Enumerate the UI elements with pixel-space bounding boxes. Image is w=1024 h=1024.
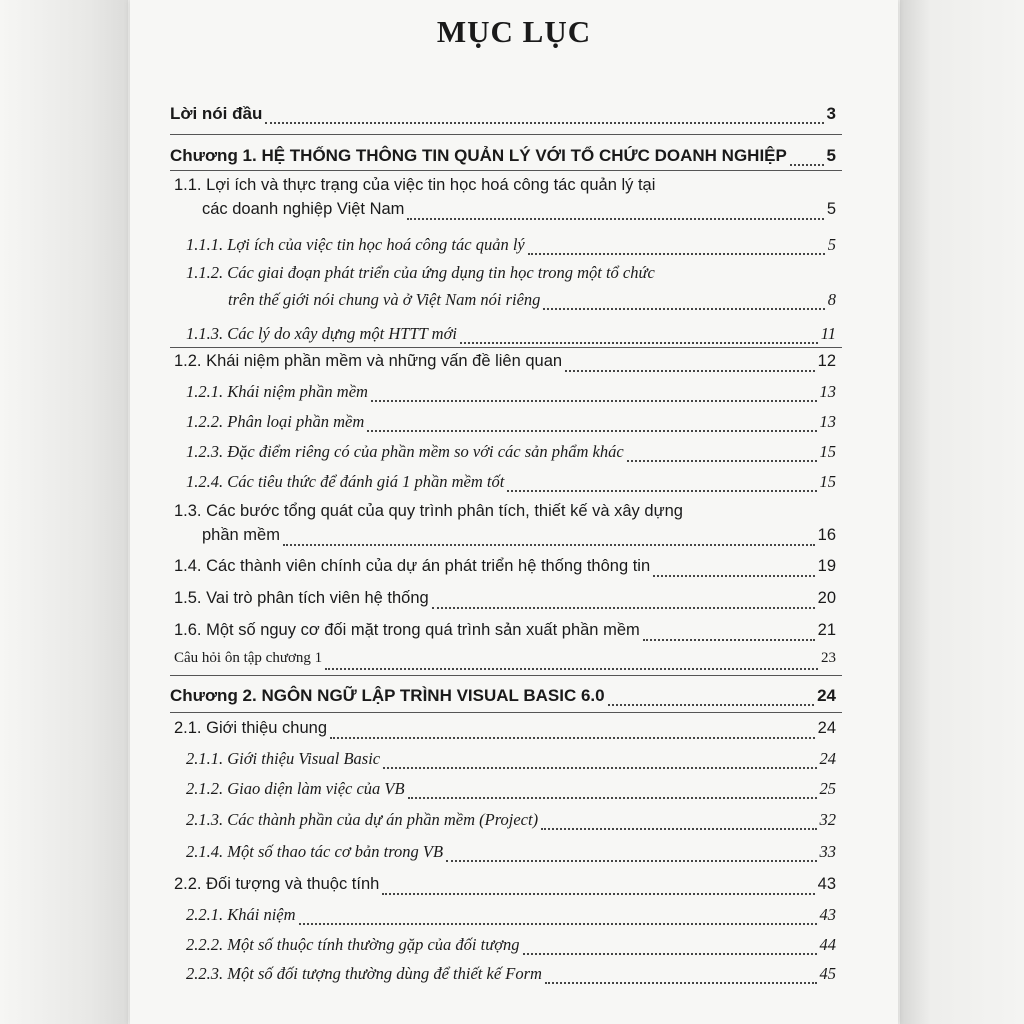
toc-entry[interactable] (130, 502, 898, 550)
toc-dot-leader (507, 490, 817, 492)
toc-separator-line (170, 170, 842, 171)
toc-entry[interactable] (130, 176, 898, 224)
toc-entry-page-number: 43 (815, 875, 836, 894)
toc-dot-leader (299, 923, 817, 925)
toc-entry-title: 1.2.3. Đặc điểm riêng có của phần mềm so với các sản phẩm khác (186, 442, 627, 462)
toc-entry-page-number: 24 (817, 749, 837, 769)
toc-entry-title: 1.1.1. Lợi ích của việc tin học hoá công tác quản lý (186, 235, 528, 255)
toc-dot-leader (528, 253, 825, 255)
toc-entry[interactable] (130, 442, 898, 466)
toc-dot-leader (541, 828, 817, 830)
toc-dot-leader (543, 308, 825, 310)
toc-entry-page-number: 19 (815, 557, 836, 576)
toc-entry-page-number: 24 (815, 719, 836, 738)
toc-dot-leader (325, 668, 818, 670)
toc-entry-page-number: 32 (817, 810, 837, 830)
toc-entry[interactable] (130, 650, 898, 674)
toc-entry[interactable] (130, 146, 898, 170)
toc-entry[interactable] (130, 842, 898, 866)
toc-separator-line (170, 675, 842, 676)
toc-entry-title: 1.2.4. Các tiêu thức để đánh giá 1 phần mềm tốt (186, 472, 507, 492)
toc-entry-page-number: 11 (818, 324, 836, 344)
toc-entry-page-number: 15 (817, 472, 837, 492)
toc-entry-title: 1.2.2. Phân loại phần mềm (186, 412, 367, 432)
toc-entry-page-number: 8 (825, 290, 836, 310)
toc-dot-leader (407, 218, 824, 220)
toc-entry[interactable] (130, 382, 898, 406)
toc-entry-page-number: 3 (824, 104, 836, 124)
toc-entry-page-number: 25 (817, 779, 837, 799)
toc-entry-title: 2.2.2. Một số thuộc tính thường gặp của đối tượng (186, 935, 523, 955)
toc-entry-title: 2.2.1. Khái niệm (186, 905, 299, 925)
toc-entry-title: 2.1.1. Giới thiệu Visual Basic (186, 749, 383, 769)
toc-page (130, 0, 898, 1024)
toc-entry-page-number: 23 (818, 650, 836, 667)
toc-entry-page-number: 43 (817, 905, 837, 925)
toc-entry[interactable] (130, 779, 898, 803)
toc-entry-title-continued: trên thế giới nói chung và ở Việt Nam nói riêng (228, 290, 543, 310)
toc-dot-leader (382, 893, 815, 895)
toc-entry[interactable] (130, 964, 898, 988)
toc-entry-title: 1.5. Vai trò phân tích viên hệ thống (174, 589, 432, 608)
toc-dot-leader (330, 737, 815, 739)
toc-entry-page-number: 5 (824, 200, 836, 219)
toc-dot-leader (446, 860, 817, 862)
toc-entry-title: 1.2.1. Khái niệm phần mềm (186, 382, 371, 402)
toc-separator-line (170, 347, 842, 348)
toc-entry-title: 1.1.3. Các lý do xây dựng một HTTT mới (186, 324, 460, 344)
toc-dot-leader (608, 704, 814, 706)
toc-entry-title: 2.1.4. Một số thao tác cơ bản trong VB (186, 842, 446, 862)
toc-entry[interactable] (130, 719, 898, 743)
toc-dot-leader (565, 370, 815, 372)
toc-entry[interactable] (130, 875, 898, 899)
toc-dot-leader (265, 122, 824, 124)
toc-entry-page-number: 13 (817, 412, 837, 432)
toc-entry-title: 2.1. Giới thiệu chung (174, 719, 330, 738)
toc-entry-title: 1.6. Một số nguy cơ đối mặt trong quá trình sản xuất phần mềm (174, 621, 643, 640)
toc-entry-title: 2.1.2. Giao diện làm việc của VB (186, 779, 408, 799)
toc-entry-page-number: 12 (815, 352, 836, 371)
toc-dot-leader (408, 797, 817, 799)
toc-entry[interactable] (130, 589, 898, 613)
toc-entry-page-number: 33 (817, 842, 837, 862)
toc-entry[interactable] (130, 557, 898, 581)
toc-entry[interactable] (130, 235, 898, 259)
toc-entry-page-number: 15 (817, 442, 837, 462)
page-right-margin (900, 0, 1024, 1024)
toc-dot-leader (460, 342, 818, 344)
toc-entry-title: 1.4. Các thành viên chính của dự án phát triển hệ thống thông tin (174, 557, 653, 576)
toc-entry-page-number: 16 (815, 526, 836, 545)
toc-separator-line (170, 712, 842, 713)
toc-entry-title: 2.2.3. Một số đối tượng thường dùng để thiết kế Form (186, 964, 545, 984)
toc-entry-title-continued: các doanh nghiệp Việt Nam (202, 200, 407, 219)
toc-separator-line (170, 134, 842, 135)
toc-entry-title: Chương 1. HỆ THỐNG THÔNG TIN QUẢN LÝ VỚI TỔ CHỨC DOANH NGHIỆP (170, 146, 790, 166)
toc-entry[interactable] (130, 935, 898, 959)
toc-dot-leader (627, 460, 817, 462)
toc-entry[interactable] (130, 263, 898, 314)
toc-entry[interactable] (130, 472, 898, 496)
toc-dot-leader (643, 639, 815, 641)
toc-entry-page-number: 44 (817, 935, 837, 955)
toc-entry-title: Lời nói đầu (170, 104, 265, 124)
toc-entry-title: 2.1.3. Các thành phần của dự án phần mềm (Project) (186, 810, 541, 830)
toc-entry[interactable] (130, 412, 898, 436)
toc-entry-page-number: 5 (825, 235, 836, 255)
toc-entry-page-number: 21 (815, 621, 836, 640)
toc-dot-leader (383, 767, 817, 769)
toc-entry[interactable] (130, 749, 898, 773)
toc-entry-page-number: 45 (817, 964, 837, 984)
toc-entry[interactable] (130, 686, 898, 710)
toc-entry-title: Câu hỏi ôn tập chương 1 (174, 650, 325, 667)
toc-entry[interactable] (130, 810, 898, 834)
page-title: MỤC LỤC (436, 14, 592, 49)
toc-entry-title: 1.1. Lợi ích và thực trạng của việc tin học hoá công tác quản lý tại (174, 176, 658, 195)
toc-entry[interactable] (130, 324, 898, 348)
toc-dot-leader (432, 607, 815, 609)
toc-entry-title: 2.2. Đối tượng và thuộc tính (174, 875, 382, 894)
toc-dot-leader (790, 164, 824, 166)
toc-dot-leader (523, 953, 817, 955)
toc-entry[interactable] (130, 104, 898, 128)
toc-entry-page-number: 24 (814, 686, 836, 706)
toc-entry-page-number: 5 (824, 146, 836, 166)
toc-entry-title-continued: phần mềm (202, 526, 283, 545)
toc-entry[interactable] (130, 352, 898, 376)
toc-dot-leader (653, 575, 815, 577)
toc-entry[interactable] (130, 905, 898, 929)
toc-entry-title: Chương 2. NGÔN NGỮ LẬP TRÌNH VISUAL BASIC 6.0 (170, 686, 608, 706)
toc-dot-leader (371, 400, 817, 402)
toc-entry-page-number: 13 (817, 382, 837, 402)
toc-entry-page-number: 20 (815, 589, 836, 608)
toc-entry[interactable] (130, 621, 898, 645)
toc-dot-leader (367, 430, 817, 432)
toc-dot-leader (545, 982, 817, 984)
toc-dot-leader (283, 544, 815, 546)
toc-entry-title: 1.1.2. Các giai đoạn phát triển của ứng dụng tin học trong một tổ chức (186, 263, 658, 283)
page-left-margin (0, 0, 128, 1024)
toc-entry-title: 1.2. Khái niệm phần mềm và những vấn đề liên quan (174, 352, 565, 371)
toc-entry-title: 1.3. Các bước tổng quát của quy trình phân tích, thiết kế và xây dựng (174, 502, 686, 521)
